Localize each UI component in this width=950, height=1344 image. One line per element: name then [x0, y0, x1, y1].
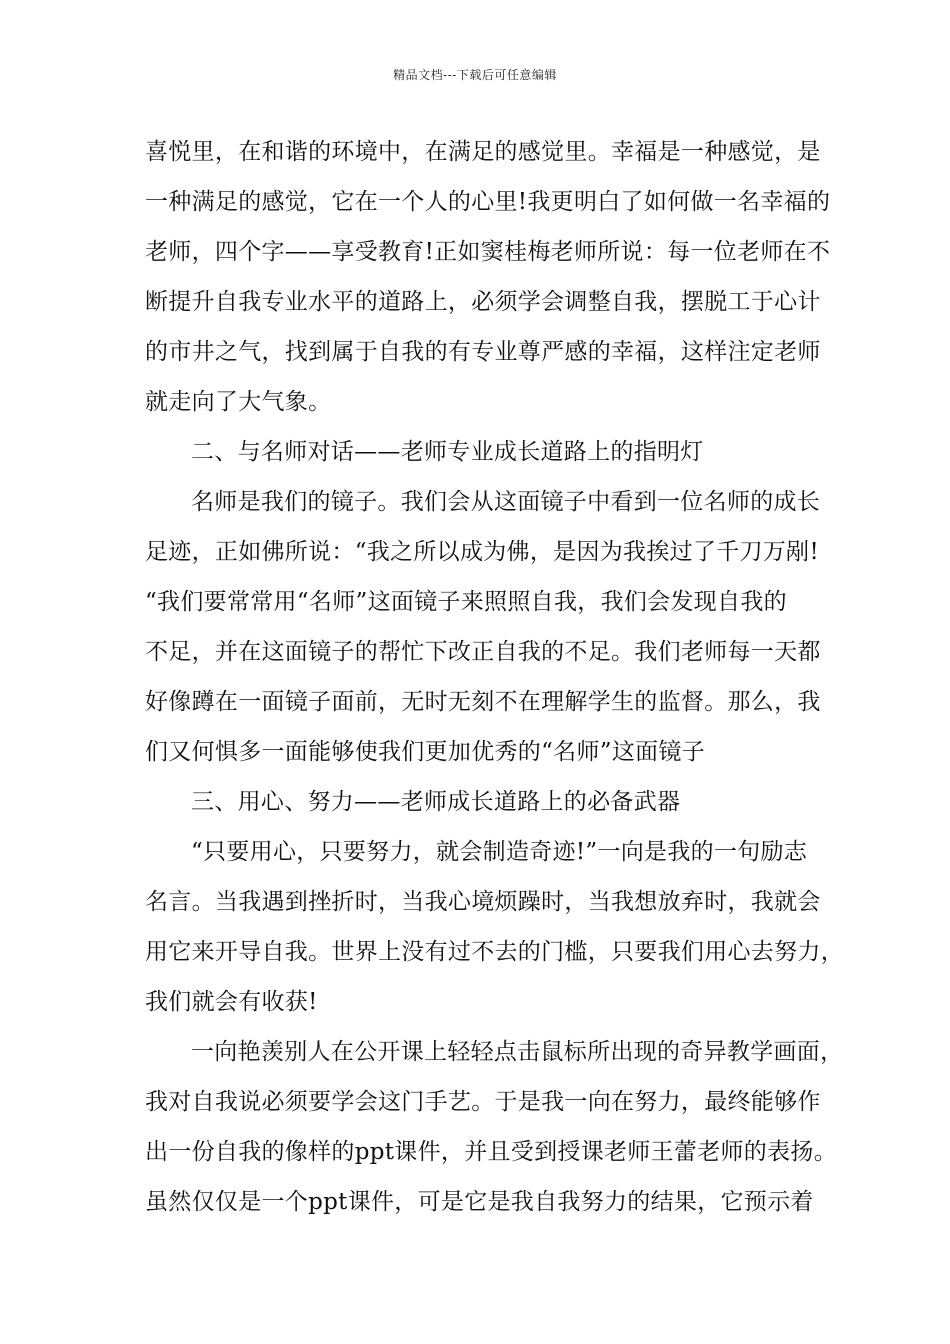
- text-line: 们又何惧多一面能够使我们更加优秀的“名师”这面镜子: [145, 739, 706, 765]
- text-line: 虽然仅仅是一个ppt课件，可是它是我自我努力的结果，它预示着: [145, 1189, 814, 1215]
- text-line: 用它来开导自我。世界上没有过不去的门槛，只要我们用心去努力，: [145, 939, 844, 965]
- text-line: 出一份自我的像样的ppt课件，并且受到授课老师王蕾老师的表扬。: [145, 1139, 837, 1165]
- text-line: 断提升自我专业水平的道路上，必须学会调整自我，摆脱工于心计: [145, 289, 821, 315]
- text-line: 的市井之气，找到属于自我的有专业尊严感的幸福，这样注定老师: [145, 339, 821, 365]
- text-line: 不足，并在这面镜子的帮忙下改正自我的不足。我们老师每一天都: [145, 639, 821, 665]
- text-line: 一向艳羡别人在公开课上轻轻点击鼠标所出现的奇异教学画面，: [191, 1039, 844, 1065]
- text-line: 喜悦里，在和谐的环境中，在满足的感觉里。幸福是一种感觉，是: [145, 139, 821, 165]
- text-line: 一种满足的感觉，它在一个人的心里!我更明白了如何做一名幸福的: [145, 189, 831, 215]
- text-line: 我们就会有收获!: [145, 989, 318, 1015]
- text-line: 足迹，正如佛所说：“我之所以成为佛，是因为我挨过了千刀万剐!: [145, 539, 820, 565]
- section-heading-3: 三、用心、努力——老师成长道路上的必备武器: [191, 789, 681, 815]
- text-line: 我对自我说必须要学会这门手艺。于是我一向在努力，最终能够作: [145, 1089, 821, 1115]
- text-line: 老师，四个字——享受教育!正如窦桂梅老师所说：每一位老师在不: [145, 239, 831, 265]
- text-line: “只要用心，只要努力，就会制造奇迹!”一向是我的一句励志: [191, 839, 808, 865]
- text-line: 好像蹲在一面镜子面前，无时无刻不在理解学生的监督。那么，我: [145, 689, 821, 715]
- section-heading-2: 二、与名师对话——老师专业成长道路上的指明灯: [191, 439, 704, 465]
- page-header: 精品文档---下载后可任意编辑: [393, 68, 557, 82]
- text-line: “我们要常常用“名师”这面镜子来照照自我，我们会发现自我的: [145, 589, 787, 615]
- text-line: 就走向了大气象。: [145, 389, 332, 415]
- document-body: [145, 127, 844, 1227]
- text-line: 名师是我们的镜子。我们会从这面镜子中看到一位名师的成长: [191, 489, 821, 515]
- text-line: 名言。当我遇到挫折时，当我心境烦躁时，当我想放弃时，我就会: [145, 889, 821, 915]
